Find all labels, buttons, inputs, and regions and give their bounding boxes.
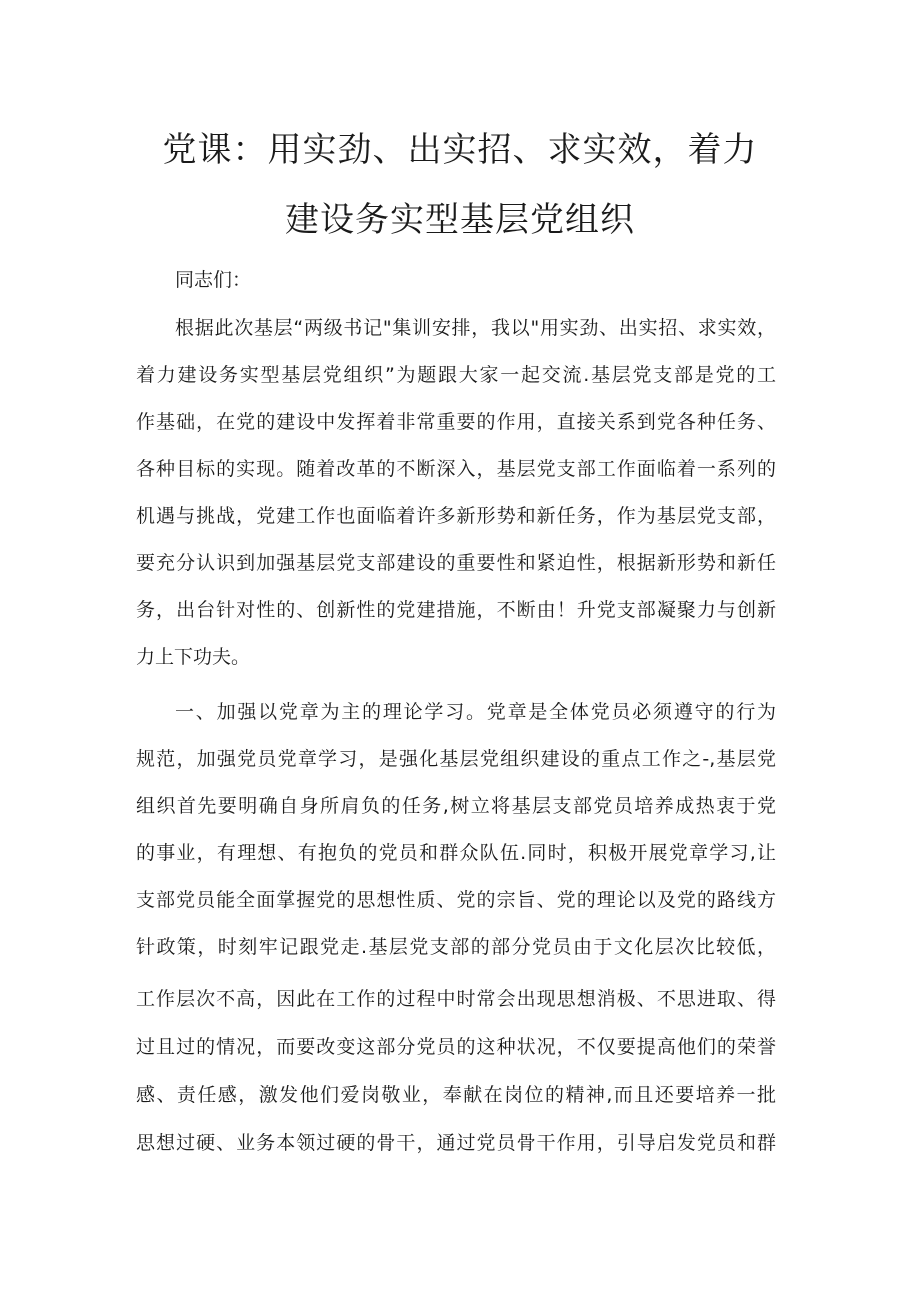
paragraph2-line: 的事业，有理想、有抱负的党员和群众队伍.同时，积极开展党章学习,让 bbox=[136, 842, 776, 864]
paragraph2-line: 一、加强以党章为主的理论学习。党章是全体党员必须遵守的行为 bbox=[175, 701, 776, 723]
document-title-line-1: 党课：用实劲、出实招、求实效，着力 bbox=[162, 130, 758, 170]
paragraph2-line: 工作层次不高，因此在工作的过程中时常会出现思想消极、不思进取、得 bbox=[136, 988, 776, 1010]
greeting: 同志们： bbox=[175, 269, 252, 291]
paragraph2-line: 规范，加强党员党章学习，是强化基层党组织建设的重点工作之-,基层党 bbox=[136, 748, 776, 770]
paragraph2-line: 组织首先要明确自身所肩负的任务,树立将基层支部党员培养成热衷于党 bbox=[136, 795, 776, 817]
paragraph2-line: 针政策，时刻牢记跟党走.基层党支部的部分党员由于文化层次比较低， bbox=[136, 936, 776, 958]
paragraph1-line: 着力建设务实型基层党组织”为题跟大家一起交流.基层党支部是党的工 bbox=[136, 364, 776, 386]
paragraph2-line: 支部党员能全面掌握党的思想性质、党的宗旨、党的理论以及党的路线方 bbox=[136, 889, 776, 911]
paragraph1-line: 根据此次基层“两级书记"集训安排，我以"用实劲、出实招、求实效， bbox=[175, 317, 776, 339]
paragraph1-line: 力上下功夫。 bbox=[136, 646, 251, 668]
paragraph1-line: 要充分认识到加强基层党支部建设的重要性和紧迫性，根据新形势和新任 bbox=[136, 552, 776, 574]
paragraph1-line: 各种目标的实现。随着改革的不断深入，基层党支部工作面临着一系列的 bbox=[136, 458, 776, 480]
paragraph1-line: 作基础，在党的建设中发挥着非常重要的作用，直接关系到党各种任务、 bbox=[136, 411, 776, 433]
paragraph2-line: 过且过的情况，而要改变这部分党员的这种状况，不仅要提高他们的荣誉 bbox=[136, 1036, 776, 1058]
paragraph1-line: 务，出台针对性的、创新性的党建措施，不断由！升党支部凝聚力与创新 bbox=[136, 599, 776, 621]
paragraph1-line: 机遇与挑战，党建工作也面临着许多新形势和新任务，作为基层党支部， bbox=[136, 505, 776, 527]
document-title-line-2: 建设务实型基层党组织 bbox=[285, 200, 635, 240]
paragraph2-line: 感、责任感，激发他们爱岗敬业，奉献在岗位的精神,而且还要培养一批 bbox=[136, 1084, 776, 1106]
paragraph2-line: 思想过硬、业务本领过硬的骨干，通过党员骨干作用，引导启发党员和群 bbox=[136, 1132, 776, 1154]
